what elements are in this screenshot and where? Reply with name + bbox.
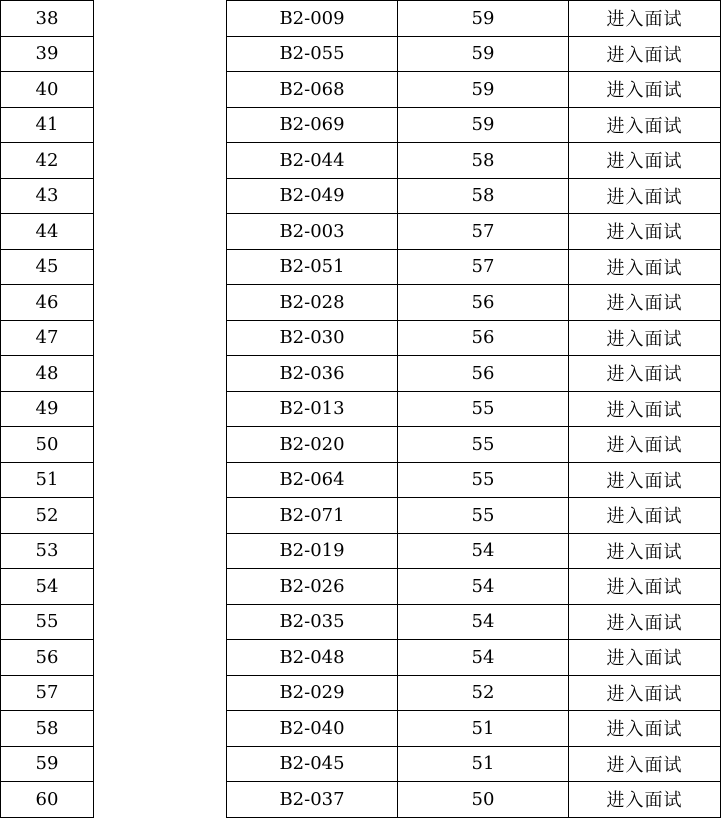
score-text: 58: [471, 149, 495, 171]
table-row: [1, 746, 721, 782]
candidate-code-text: B2-068: [279, 78, 345, 100]
index-cell: [1, 214, 94, 250]
candidate-code-cell: [227, 36, 398, 72]
candidate-code-text: B2-055: [279, 43, 345, 65]
blank-cell: [94, 249, 227, 285]
status-text: 进入面试: [606, 648, 683, 670]
blank-cell: [94, 782, 227, 818]
candidate-code-cell: [227, 285, 398, 321]
candidate-code-text: B2-051: [279, 256, 345, 278]
score-text: 54: [471, 540, 495, 562]
candidate-code-cell: [227, 498, 398, 534]
score-text: 54: [471, 611, 495, 633]
index-cell: [1, 178, 94, 214]
index-text: 54: [35, 575, 59, 597]
index-text: 47: [35, 327, 59, 349]
table-row: [1, 391, 721, 427]
index-text: 57: [35, 682, 59, 704]
table-row: [1, 356, 721, 392]
score-cell: [398, 72, 569, 108]
index-text: 46: [35, 291, 59, 313]
score-text: 57: [471, 220, 495, 242]
score-cell: [398, 675, 569, 711]
blank-cell: [94, 498, 227, 534]
index-cell: [1, 675, 94, 711]
index-cell: [1, 498, 94, 534]
index-cell: [1, 533, 94, 569]
index-text: 60: [35, 788, 59, 810]
candidate-code-cell: [227, 178, 398, 214]
score-text: 55: [471, 398, 495, 420]
index-cell: [1, 320, 94, 356]
status-cell: [569, 533, 721, 569]
table-row: [1, 782, 721, 818]
candidate-code-text: B2-028: [279, 291, 345, 313]
candidate-code-text: B2-071: [279, 504, 345, 526]
score-cell: [398, 498, 569, 534]
blank-cell: [94, 178, 227, 214]
index-cell: [1, 640, 94, 676]
status-cell: [569, 285, 721, 321]
candidate-code-cell: [227, 782, 398, 818]
status-cell: [569, 675, 721, 711]
status-cell: [569, 72, 721, 108]
blank-cell: [94, 533, 227, 569]
index-text: 43: [35, 185, 59, 207]
score-text: 55: [471, 469, 495, 491]
table-row: [1, 569, 721, 605]
status-text: 进入面试: [606, 612, 683, 634]
status-cell: [569, 462, 721, 498]
index-cell: [1, 427, 94, 463]
candidate-code-cell: [227, 533, 398, 569]
score-cell: [398, 782, 569, 818]
score-text: 54: [471, 575, 495, 597]
candidate-code-text: B2-040: [279, 717, 345, 739]
table-row: [1, 1, 721, 37]
status-cell: [569, 214, 721, 250]
score-text: 58: [471, 185, 495, 207]
index-cell: [1, 711, 94, 747]
score-cell: [398, 746, 569, 782]
candidate-code-text: B2-029: [279, 682, 345, 704]
status-text: 进入面试: [606, 328, 683, 350]
table-row: [1, 675, 721, 711]
status-text: 进入面试: [606, 577, 683, 599]
score-cell: [398, 569, 569, 605]
status-cell: [569, 498, 721, 534]
index-cell: [1, 782, 94, 818]
candidate-code-cell: [227, 711, 398, 747]
candidate-code-text: B2-026: [279, 575, 345, 597]
status-cell: [569, 391, 721, 427]
index-text: 38: [35, 7, 59, 29]
candidate-code-cell: [227, 675, 398, 711]
status-cell: [569, 711, 721, 747]
index-text: 58: [35, 717, 59, 739]
candidate-code-text: B2-020: [279, 433, 345, 455]
index-text: 53: [35, 540, 59, 562]
candidate-code-cell: [227, 640, 398, 676]
score-text: 56: [471, 362, 495, 384]
blank-cell: [94, 640, 227, 676]
table-row: [1, 533, 721, 569]
score-cell: [398, 427, 569, 463]
table-row: [1, 107, 721, 143]
table-row: [1, 143, 721, 179]
score-cell: [398, 143, 569, 179]
table-row: [1, 640, 721, 676]
status-cell: [569, 782, 721, 818]
score-text: 50: [471, 788, 495, 810]
blank-cell: [94, 391, 227, 427]
candidate-code-cell: [227, 214, 398, 250]
score-text: 56: [471, 327, 495, 349]
index-text: 56: [35, 646, 59, 668]
index-cell: [1, 36, 94, 72]
score-text: 55: [471, 433, 495, 455]
candidate-code-cell: [227, 391, 398, 427]
score-text: 59: [471, 114, 495, 136]
status-cell: [569, 640, 721, 676]
candidate-code-text: B2-045: [279, 753, 345, 775]
index-text: 41: [35, 114, 59, 136]
blank-cell: [94, 711, 227, 747]
score-cell: [398, 1, 569, 37]
status-text: 进入面试: [606, 80, 683, 102]
blank-cell: [94, 36, 227, 72]
candidate-code-cell: [227, 569, 398, 605]
score-text: 51: [471, 753, 495, 775]
status-text: 进入面试: [606, 364, 683, 386]
status-text: 进入面试: [606, 9, 683, 31]
candidate-code-text: B2-030: [279, 327, 345, 349]
status-text: 进入面试: [606, 293, 683, 315]
table-row: [1, 462, 721, 498]
table-row: [1, 285, 721, 321]
status-text: 进入面试: [606, 719, 683, 741]
candidate-code-text: B2-003: [279, 220, 345, 242]
index-cell: [1, 356, 94, 392]
score-cell: [398, 285, 569, 321]
candidate-code-text: B2-037: [279, 788, 345, 810]
status-cell: [569, 1, 721, 37]
score-text: 57: [471, 256, 495, 278]
candidate-code-text: B2-048: [279, 646, 345, 668]
score-cell: [398, 462, 569, 498]
index-cell: [1, 107, 94, 143]
status-text: 进入面试: [606, 435, 683, 457]
candidate-code-cell: [227, 143, 398, 179]
score-cell: [398, 36, 569, 72]
blank-cell: [94, 285, 227, 321]
score-text: 59: [471, 43, 495, 65]
status-cell: [569, 178, 721, 214]
index-cell: [1, 391, 94, 427]
status-text: 进入面试: [606, 44, 683, 66]
blank-cell: [94, 675, 227, 711]
index-text: 59: [35, 753, 59, 775]
status-text: 进入面试: [606, 506, 683, 528]
score-text: 55: [471, 504, 495, 526]
score-cell: [398, 711, 569, 747]
status-text: 进入面试: [606, 683, 683, 705]
index-text: 48: [35, 362, 59, 384]
status-text: 进入面试: [606, 754, 683, 776]
status-cell: [569, 604, 721, 640]
table-row: [1, 178, 721, 214]
blank-cell: [94, 356, 227, 392]
candidate-code-cell: [227, 107, 398, 143]
table-row: [1, 249, 721, 285]
status-text: 进入面试: [606, 186, 683, 208]
candidate-code-text: B2-009: [279, 7, 345, 29]
index-text: 40: [35, 78, 59, 100]
candidate-code-cell: [227, 249, 398, 285]
index-text: 39: [35, 43, 59, 65]
index-cell: [1, 569, 94, 605]
score-cell: [398, 107, 569, 143]
status-cell: [569, 36, 721, 72]
index-text: 50: [35, 433, 59, 455]
index-cell: [1, 1, 94, 37]
index-text: 42: [35, 149, 59, 171]
candidate-code-text: B2-036: [279, 362, 345, 384]
blank-cell: [94, 1, 227, 37]
status-text: 进入面试: [606, 790, 683, 812]
blank-cell: [94, 427, 227, 463]
index-cell: [1, 285, 94, 321]
status-text: 进入面试: [606, 399, 683, 421]
index-cell: [1, 72, 94, 108]
status-cell: [569, 746, 721, 782]
status-cell: [569, 569, 721, 605]
candidate-code-cell: [227, 72, 398, 108]
score-text: 52: [471, 682, 495, 704]
status-text: 进入面试: [606, 257, 683, 279]
status-cell: [569, 356, 721, 392]
status-cell: [569, 143, 721, 179]
blank-cell: [94, 604, 227, 640]
candidate-code-cell: [227, 462, 398, 498]
candidate-code-cell: [227, 356, 398, 392]
candidate-code-text: B2-049: [279, 185, 345, 207]
blank-cell: [94, 143, 227, 179]
score-cell: [398, 604, 569, 640]
score-cell: [398, 533, 569, 569]
status-cell: [569, 320, 721, 356]
candidate-code-text: B2-019: [279, 540, 345, 562]
index-cell: [1, 462, 94, 498]
score-cell: [398, 249, 569, 285]
index-text: 49: [35, 398, 59, 420]
candidate-code-text: B2-035: [279, 611, 345, 633]
blank-cell: [94, 72, 227, 108]
results-table-body: [1, 1, 721, 818]
table-row: [1, 427, 721, 463]
index-text: 45: [35, 256, 59, 278]
table-row: [1, 214, 721, 250]
status-text: 进入面试: [606, 222, 683, 244]
score-cell: [398, 320, 569, 356]
status-cell: [569, 249, 721, 285]
blank-cell: [94, 107, 227, 143]
candidate-code-text: B2-013: [279, 398, 345, 420]
index-cell: [1, 143, 94, 179]
candidate-code-cell: [227, 1, 398, 37]
candidate-code-text: B2-069: [279, 114, 345, 136]
table-row: [1, 320, 721, 356]
score-text: 51: [471, 717, 495, 739]
table-row: [1, 36, 721, 72]
table-row: [1, 498, 721, 534]
candidate-code-text: B2-044: [279, 149, 345, 171]
score-cell: [398, 178, 569, 214]
status-cell: [569, 427, 721, 463]
status-cell: [569, 107, 721, 143]
score-text: 59: [471, 7, 495, 29]
status-text: 进入面试: [606, 470, 683, 492]
blank-cell: [94, 320, 227, 356]
blank-cell: [94, 462, 227, 498]
score-text: 54: [471, 646, 495, 668]
index-cell: [1, 249, 94, 285]
candidate-code-cell: [227, 604, 398, 640]
score-cell: [398, 391, 569, 427]
score-text: 59: [471, 78, 495, 100]
table-row: [1, 604, 721, 640]
index-text: 51: [35, 469, 59, 491]
status-text: 进入面试: [606, 541, 683, 563]
candidate-code-text: B2-064: [279, 469, 345, 491]
candidate-code-cell: [227, 427, 398, 463]
blank-cell: [94, 746, 227, 782]
table-row: [1, 711, 721, 747]
status-text: 进入面试: [606, 151, 683, 173]
index-text: 52: [35, 504, 59, 526]
blank-cell: [94, 569, 227, 605]
status-text: 进入面试: [606, 115, 683, 137]
score-text: 56: [471, 291, 495, 313]
candidate-code-cell: [227, 746, 398, 782]
index-text: 55: [35, 611, 59, 633]
table-row: [1, 72, 721, 108]
score-cell: [398, 356, 569, 392]
index-cell: [1, 604, 94, 640]
candidate-code-cell: [227, 320, 398, 356]
score-cell: [398, 214, 569, 250]
index-cell: [1, 746, 94, 782]
score-cell: [398, 640, 569, 676]
index-text: 44: [35, 220, 59, 242]
blank-cell: [94, 214, 227, 250]
